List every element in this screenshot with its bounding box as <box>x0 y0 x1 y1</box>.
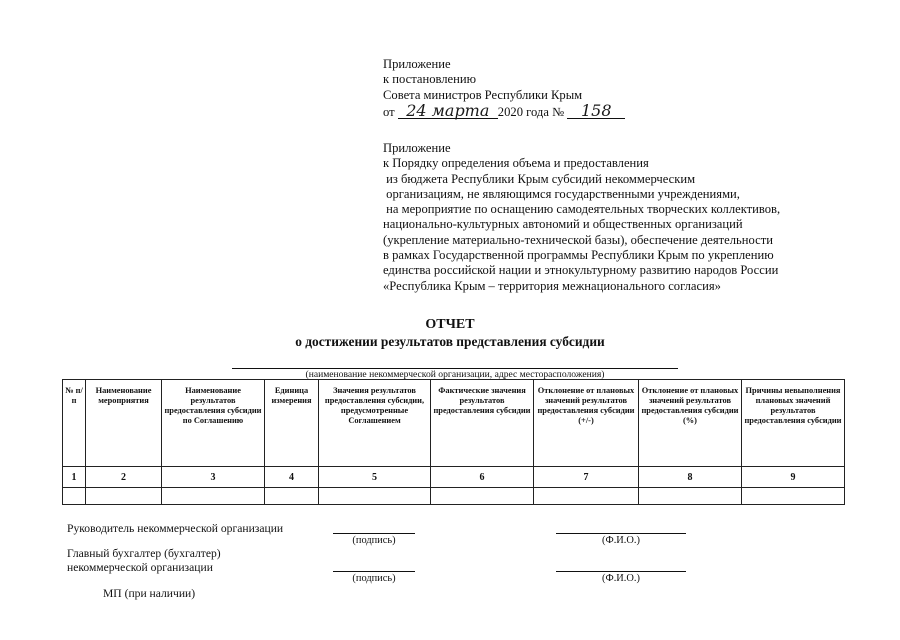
table-header-cell: Единица измерения <box>265 380 319 467</box>
report-table <box>62 379 845 505</box>
table-header-cell: Отклонение от плановых значений результатов предоставления субсидии (+/-) <box>534 380 639 467</box>
head-signature-line <box>333 533 415 534</box>
table-number-row <box>63 467 845 488</box>
table-header-cell: № п/п <box>63 380 86 467</box>
accountant-label-2: некоммерческой организации <box>67 561 213 574</box>
head-name-caption: (Ф.И.О.) <box>602 535 640 546</box>
accountant-label-1: Главный бухгалтер (бухгалтер) <box>67 547 221 560</box>
head-name-line <box>556 533 686 534</box>
report-subtitle: о достижении результатов представления субсидии <box>295 334 605 349</box>
appendix-procedure-line: (укрепление материально-технической базы), обеспечение деятельности <box>383 232 773 247</box>
org-name-caption: (наименование некоммерческой организации, адрес месторасположения) <box>305 369 605 380</box>
report-title: ОТЧЕТ <box>425 317 475 332</box>
table-number-cell: 5 <box>319 467 431 488</box>
table-cell <box>63 488 86 505</box>
table-number-cell: 3 <box>162 467 265 488</box>
table-number-cell: 7 <box>534 467 639 488</box>
date-prefix: от <box>383 104 395 119</box>
table-cell <box>639 488 742 505</box>
appendix-decree-line2: к постановлению <box>383 72 477 87</box>
appendix-decree-date-line <box>383 100 625 120</box>
accountant-name-line <box>556 571 686 572</box>
appendix-procedure <box>383 141 780 294</box>
handwritten-date: 24 марта <box>398 103 498 119</box>
appendix-decree-line3: Совета министров Республики Крым <box>383 87 583 102</box>
table-cell <box>86 488 162 505</box>
table-cell <box>162 488 265 505</box>
head-signature-caption: (подпись) <box>352 535 396 546</box>
appendix-procedure-line: на мероприятие по оснащению самодеятельных творческих коллективов, <box>383 202 781 217</box>
table-header-cell: Наименование мероприятия <box>86 380 162 467</box>
appendix-procedure-line: «Республика Крым – территория межнационального согласия» <box>383 278 721 293</box>
year-text: 2020 года № <box>497 104 565 119</box>
appendix-procedure-line: организациям, не являющимся государственными учреждениями, <box>383 186 740 201</box>
table-number-cell: 9 <box>742 467 845 488</box>
table-cell <box>742 488 845 505</box>
accountant-signature-caption: (подпись) <box>352 573 396 584</box>
table-cell <box>431 488 534 505</box>
appendix-procedure-line: Приложение <box>383 141 451 155</box>
appendix-decree-line1: Приложение <box>383 57 451 71</box>
appendix-procedure-line: национально-культурных автономий и общественных организаций <box>383 217 743 232</box>
table-cell <box>265 488 319 505</box>
table-header-row <box>63 380 845 467</box>
table-number-cell: 1 <box>63 467 86 488</box>
table-number-cell: 4 <box>265 467 319 488</box>
table-number-cell: 8 <box>639 467 742 488</box>
accountant-signature-line <box>333 571 415 572</box>
appendix-procedure-line: к Порядку определения объема и предоставления <box>383 156 649 171</box>
table-header-cell: Наименование результатов предоставления субсидии по Соглашению <box>162 380 265 467</box>
appendix-procedure-line: из бюджета Республики Крым субсидий некоммерческим <box>383 171 696 186</box>
table-cell <box>534 488 639 505</box>
table-header-cell: Причины невыполнения плановых значений результатов предоставления субсидии <box>742 380 845 467</box>
handwritten-number: 158 <box>567 103 625 119</box>
table-number-cell: 2 <box>86 467 162 488</box>
table-row <box>63 488 845 505</box>
table-header-cell: Отклонение от плановых значений результатов предоставления субсидии (%) <box>639 380 742 467</box>
head-label: Руководитель некоммерческой организации <box>67 522 284 535</box>
appendix-procedure-line: единства российской нации и этнокультурному развитию народов России <box>383 263 779 278</box>
table-header-cell: Фактические значения результатов предоставления субсидии <box>431 380 534 467</box>
appendix-procedure-line: в рамках Государственной программы Республики Крым по укреплению <box>383 248 774 263</box>
appendix-decree <box>383 57 625 120</box>
table-number-cell: 6 <box>431 467 534 488</box>
accountant-name-caption: (Ф.И.О.) <box>602 573 640 584</box>
stamp-place: МП (при наличии) <box>103 587 196 600</box>
table-header-cell: Значения результатов предоставления субсидии, предусмотренные Соглашением <box>319 380 431 467</box>
table-cell <box>319 488 431 505</box>
